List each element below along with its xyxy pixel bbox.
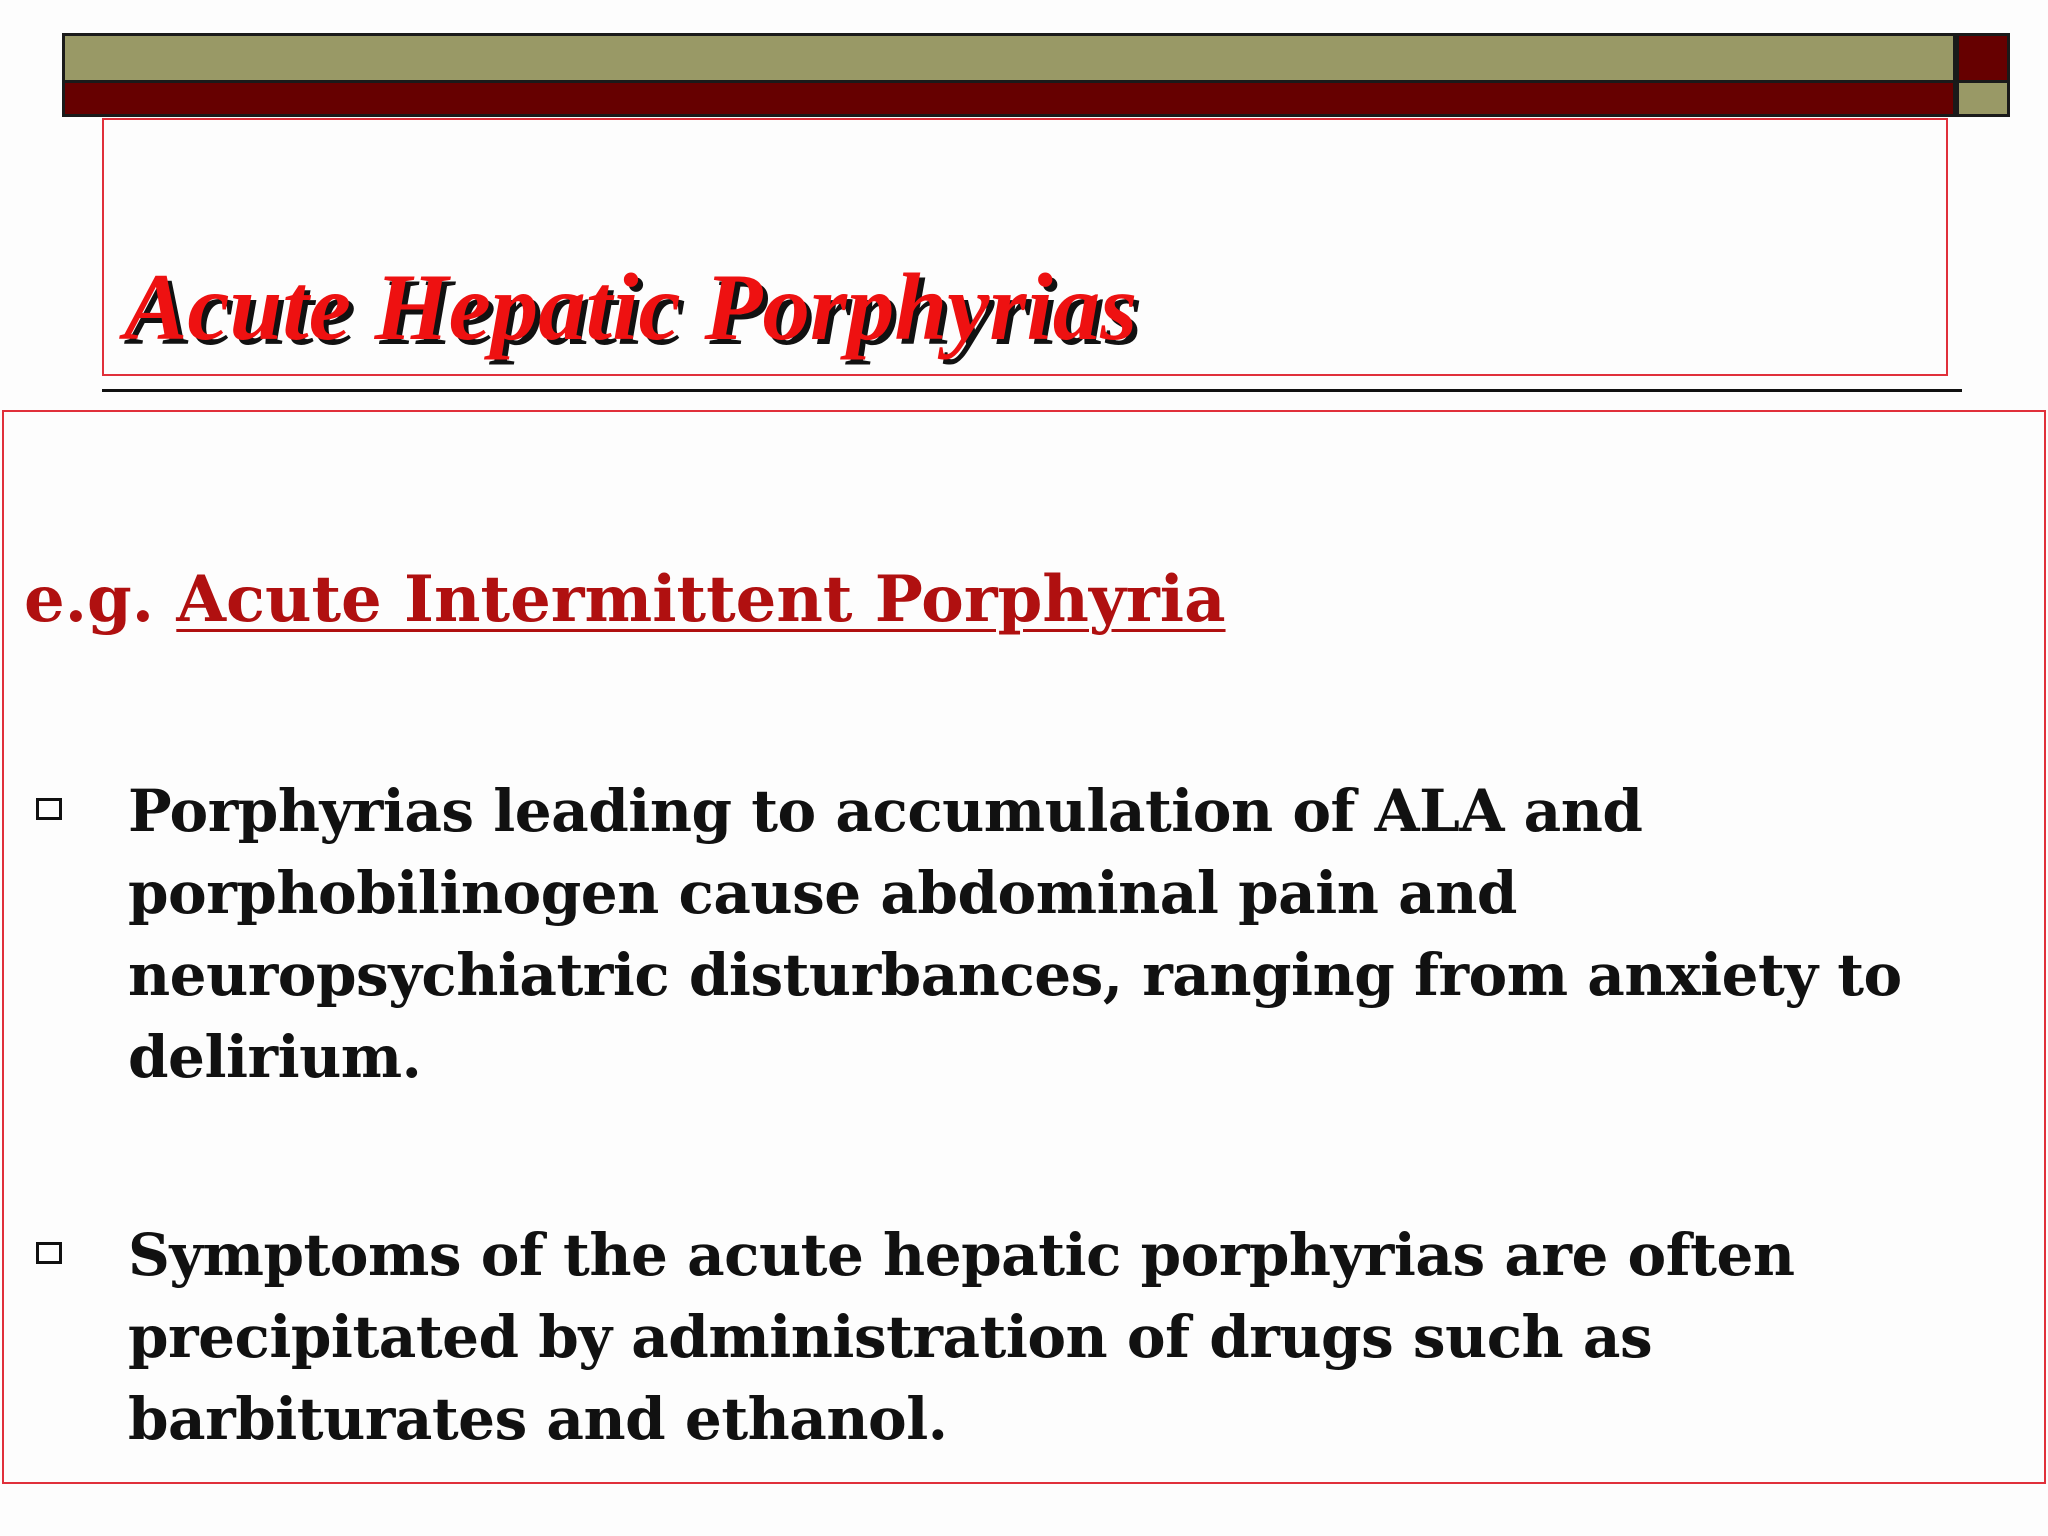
header-bar-maroon xyxy=(62,83,1956,117)
bullet-item-2 xyxy=(24,1214,2034,1460)
hollow-square-icon xyxy=(36,1242,62,1264)
title-divider xyxy=(102,389,1962,392)
example-prefix: e.g. xyxy=(24,562,177,637)
content-placeholder xyxy=(2,410,2046,1484)
header-bar-olive xyxy=(62,33,1956,83)
header-corner-olive xyxy=(1956,83,2010,117)
bullet-text-1: Porphyrias leading to accumulation of ALA and porphobilinogen cause abdominal pain and neuropsychiatric disturbances, ranging from anxiety to delirium. xyxy=(128,777,1902,1091)
slide-title: Acute Hepatic Porphyrias xyxy=(124,254,1138,360)
title-placeholder xyxy=(102,118,1948,376)
header-corner-maroon xyxy=(1956,33,2010,83)
hollow-square-icon xyxy=(36,798,62,820)
bullet-text-2: Symptoms of the acute hepatic porphyrias are often precipitated by administration of drugs such as barbiturates and ethanol. xyxy=(128,1221,1795,1453)
example-line xyxy=(24,562,1226,639)
example-disease-name: Acute Intermittent Porphyria xyxy=(176,562,1226,637)
bullet-item-1 xyxy=(24,770,2034,1098)
